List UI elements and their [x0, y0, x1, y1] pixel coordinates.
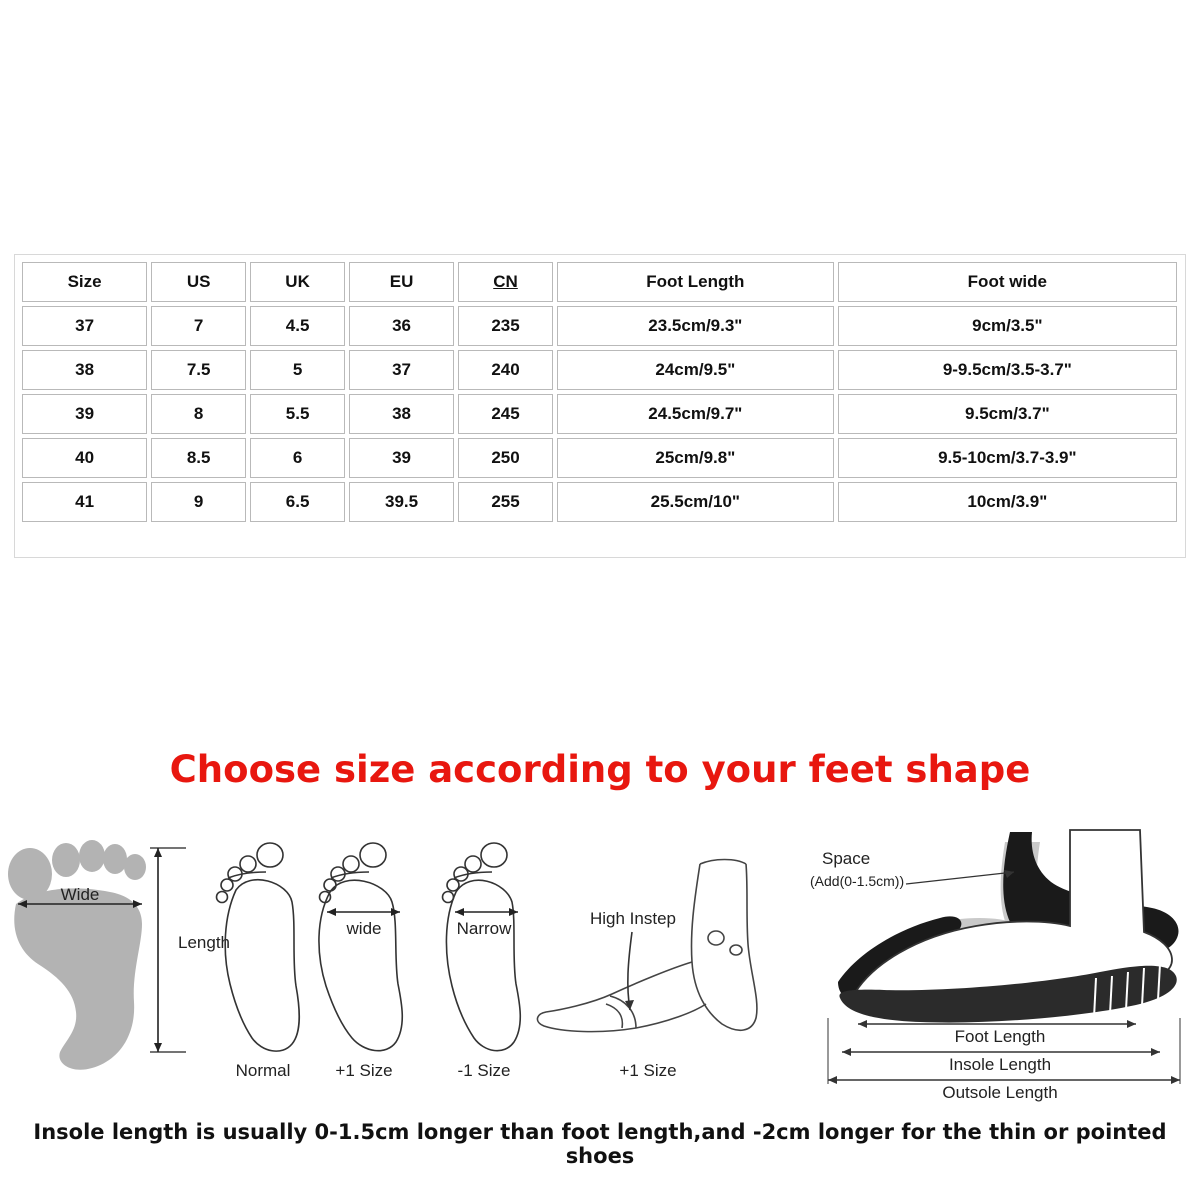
cell-size: 41: [22, 482, 147, 522]
high-instep-label: High Instep: [590, 909, 676, 928]
cell-size: 40: [22, 438, 147, 478]
wide-arrow: [327, 908, 400, 916]
table-row: [22, 438, 1177, 478]
cell-size: 38: [22, 350, 147, 390]
table-header-row: [22, 262, 1177, 302]
cell-eu: 36: [349, 306, 454, 346]
cell-foot-length: 24.5cm/9.7": [557, 394, 834, 434]
cell-foot-wide: 10cm/3.9": [838, 482, 1177, 522]
cell-eu: 39: [349, 438, 454, 478]
size-table-container: [18, 258, 1181, 526]
table-row: [22, 394, 1177, 434]
wide-shape-label: wide: [346, 919, 382, 938]
cell-uk: 4.5: [250, 306, 345, 346]
wide-foot-caption: +1 Size: [335, 1061, 393, 1080]
cell-foot-wide: 9cm/3.5": [838, 306, 1177, 346]
cell-cn: 250: [458, 438, 553, 478]
cell-foot-length: 25cm/9.8": [557, 438, 834, 478]
cell-us: 8: [151, 394, 246, 434]
narrow-arrow: [455, 908, 518, 916]
cell-eu: 39.5: [349, 482, 454, 522]
normal-foot-caption: Normal: [235, 1061, 291, 1080]
cell-uk: 6: [250, 438, 345, 478]
cell-cn: 235: [458, 306, 553, 346]
length-measure-label: Length: [178, 933, 230, 952]
cell-uk: 6.5: [250, 482, 345, 522]
shoe-cross-section-illustration: [838, 830, 1179, 1023]
high-instep-caption: +1 Size: [619, 1061, 677, 1080]
space-label: Space: [822, 849, 871, 868]
insole-length-dimension-label: Insole Length: [948, 1055, 1052, 1074]
size-table: [18, 258, 1181, 526]
feet-shape-diagram: [0, 812, 1200, 1102]
page-title: Choose size according to your feet shape: [169, 748, 1031, 791]
cell-size: 37: [22, 306, 147, 346]
column-header-eu: EU: [349, 262, 454, 302]
cell-us: 8.5: [151, 438, 246, 478]
insole-note: Insole length is usually 0-1.5cm longer than foot length,and -2cm longer for the thin or pointed shoes: [33, 1120, 1167, 1168]
cell-eu: 38: [349, 394, 454, 434]
cell-cn: 245: [458, 394, 553, 434]
column-header-foot-wide: Foot wide: [838, 262, 1177, 302]
narrow-foot-outline: [443, 843, 521, 1051]
table-row: [22, 350, 1177, 390]
table-row: [22, 482, 1177, 522]
cell-cn: 255: [458, 482, 553, 522]
cell-size: 39: [22, 394, 147, 434]
table-row: [22, 306, 1177, 346]
measurement-foot-illustration: [8, 840, 146, 1070]
wide-foot-outline: [319, 843, 402, 1051]
column-header-uk: UK: [250, 262, 345, 302]
outsole-length-dimension-label: Outsole Length: [942, 1083, 1058, 1102]
cell-foot-wide: 9-9.5cm/3.5-3.7": [838, 350, 1177, 390]
space-leader-line: [906, 870, 1014, 884]
cell-cn: 240: [458, 350, 553, 390]
high-instep-illustration: [537, 860, 757, 1032]
cell-foot-length: 25.5cm/10": [557, 482, 834, 522]
column-header-foot-length: Foot Length: [557, 262, 834, 302]
column-header-cn-text: CN: [493, 272, 518, 291]
cell-foot-wide: 9.5-10cm/3.7-3.9": [838, 438, 1177, 478]
column-header-us: US: [151, 262, 246, 302]
space-sublabel: (Add(0-1.5cm)): [810, 873, 905, 889]
column-header-cn: [458, 262, 553, 302]
cell-foot-length: 24cm/9.5": [557, 350, 834, 390]
cell-eu: 37: [349, 350, 454, 390]
cell-us: 7: [151, 306, 246, 346]
cell-foot-wide: 9.5cm/3.7": [838, 394, 1177, 434]
cell-us: 7.5: [151, 350, 246, 390]
column-header-size: Size: [22, 262, 147, 302]
cell-us: 9: [151, 482, 246, 522]
narrow-shape-label: Narrow: [456, 919, 512, 938]
narrow-foot-caption: -1 Size: [457, 1061, 511, 1080]
cell-uk: 5: [250, 350, 345, 390]
wide-measure-label: Wide: [60, 885, 100, 904]
foot-length-dimension-label: Foot Length: [954, 1027, 1046, 1046]
cell-uk: 5.5: [250, 394, 345, 434]
cell-foot-length: 23.5cm/9.3": [557, 306, 834, 346]
